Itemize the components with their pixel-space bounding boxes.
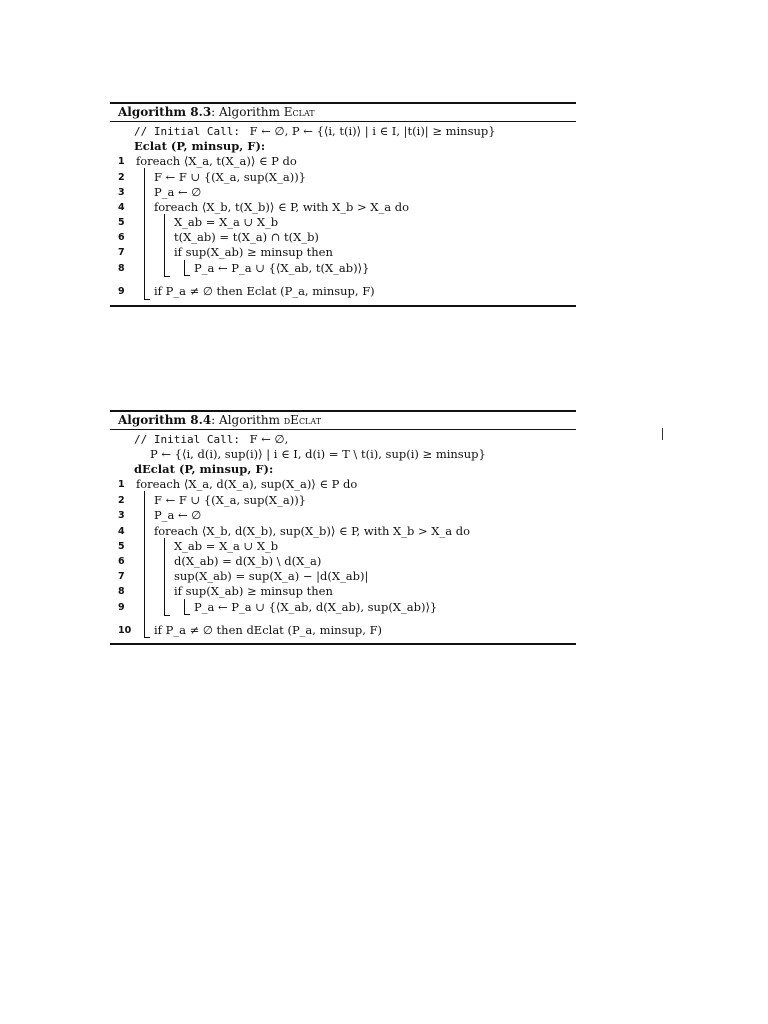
code-line: foreach ⟨X_b, d(X_b), sup(X_b)⟩ ∈ P, with X_b > X_a do <box>154 524 471 538</box>
block-bar <box>164 538 165 616</box>
code-line: foreach ⟨X_b, t(X_b)⟩ ∈ P, with X_b > X_a do <box>154 200 410 214</box>
block-bar <box>144 491 145 638</box>
code-line: X_ab = X_a ∪ X_b <box>174 215 279 229</box>
block-bar <box>144 168 145 300</box>
line-number: 7 <box>118 247 125 258</box>
block-bar <box>164 214 165 277</box>
code-line: P_a ← ∅ <box>154 508 202 522</box>
code-line: if sup(X_ab) ≥ minsup then <box>174 245 333 259</box>
initial-call: // Initial Call: F ← ∅, P ← {⟨i, t(i)⟩ | i ∈ I, |t(i)| ≥ minsup} <box>134 124 496 138</box>
procedure-header: dEclat (P, minsup, F): <box>134 462 274 476</box>
line-number: 6 <box>118 556 125 567</box>
initial-call: // Initial Call: F ← ∅, <box>134 432 289 446</box>
code-line: if P_a ≠ ∅ then Eclat (P_a, minsup, F) <box>154 284 375 298</box>
initial-call-continued: P ← {⟨i, d(i), sup(i)⟩ | i ∈ I, d(i) = T \ t(i), sup(i) ≥ minsup} <box>150 447 486 461</box>
cursor-mark <box>662 428 663 440</box>
code-line: foreach ⟨X_a, d(X_a), sup(X_a)⟩ ∈ P do <box>136 477 358 491</box>
line-number: 9 <box>118 286 125 297</box>
algorithm-title: Algorithm 8.3: Algorithm Eclat <box>118 105 315 119</box>
code-line: if P_a ≠ ∅ then dEclat (P_a, minsup, F) <box>154 623 383 637</box>
line-number: 1 <box>118 156 125 167</box>
block-bar <box>144 637 150 638</box>
line-number: 2 <box>118 495 125 506</box>
code-line: X_ab = X_a ∪ X_b <box>174 539 279 553</box>
line-number: 6 <box>118 232 125 243</box>
procedure-header: Eclat (P, minsup, F): <box>134 139 266 153</box>
algorithm-title: Algorithm 8.4: Algorithm dEclat <box>118 413 322 427</box>
code-line: t(X_ab) = t(X_a) ∩ t(X_b) <box>174 230 319 244</box>
code-line: P_a ← P_a ∪ {⟨X_ab, d(X_ab), sup(X_ab)⟩} <box>194 600 438 614</box>
algorithm-eclat <box>110 102 576 307</box>
block-bar <box>184 260 185 276</box>
line-number: 4 <box>118 202 125 213</box>
block-bar <box>164 615 170 616</box>
line-number: 9 <box>118 602 125 613</box>
code-line: P_a ← P_a ∪ {⟨X_ab, t(X_ab)⟩} <box>194 261 370 275</box>
code-line: d(X_ab) = d(X_b) \ d(X_a) <box>174 554 322 568</box>
bottom-rule <box>110 643 576 645</box>
algorithm-declat <box>110 410 576 645</box>
top-rule <box>110 410 576 412</box>
line-number: 5 <box>118 217 125 228</box>
code-line: F ← F ∪ {(X_a, sup(X_a))} <box>154 493 306 507</box>
line-number: 1 <box>118 479 125 490</box>
code-line: P_a ← ∅ <box>154 185 202 199</box>
line-number: 8 <box>118 586 125 597</box>
code-line: F ← F ∪ {(X_a, sup(X_a))} <box>154 170 306 184</box>
title-rule <box>110 429 576 430</box>
block-bar <box>184 599 185 615</box>
code-line: foreach ⟨X_a, t(X_a)⟩ ∈ P do <box>136 154 297 168</box>
line-number: 5 <box>118 541 125 552</box>
bottom-rule <box>110 305 576 307</box>
title-rule <box>110 121 576 122</box>
block-bar <box>184 275 190 276</box>
line-number: 2 <box>118 172 125 183</box>
code-line: if sup(X_ab) ≥ minsup then <box>174 584 333 598</box>
line-number: 3 <box>118 510 125 521</box>
line-number: 7 <box>118 571 125 582</box>
line-number: 4 <box>118 526 125 537</box>
block-bar <box>144 299 150 300</box>
block-bar <box>184 614 190 615</box>
line-number: 10 <box>118 625 132 636</box>
code-line: sup(X_ab) = sup(X_a) − |d(X_ab)| <box>174 569 369 583</box>
top-rule <box>110 102 576 104</box>
line-number: 8 <box>118 263 125 274</box>
line-number: 3 <box>118 187 125 198</box>
block-bar <box>164 276 170 277</box>
